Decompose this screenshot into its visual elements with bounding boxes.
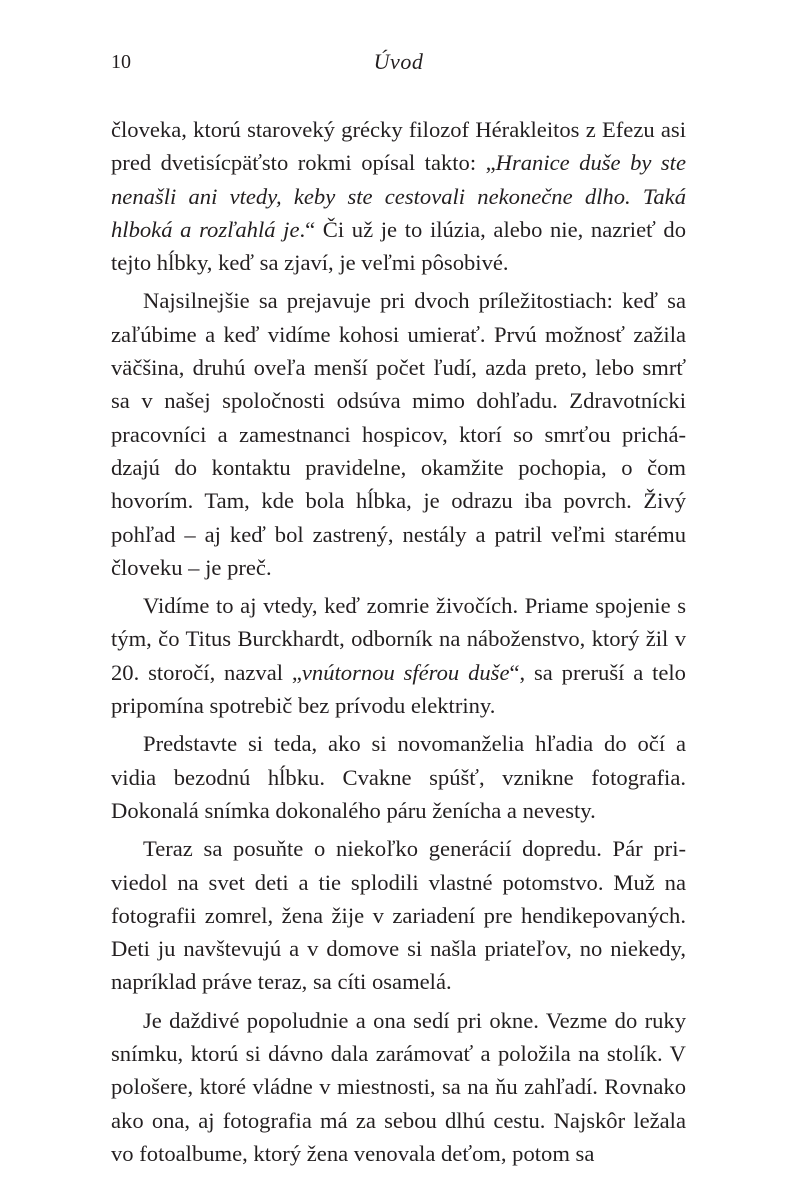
text-segment: .“ Či už je to ilúzia, alebo nie, nazrieť do tejto hĺbky, keď sa zjaví, je veľmi pôsobivé.: [111, 216, 686, 276]
body-text: [111, 113, 686, 1170]
text-segment: Vidíme to aj vtedy, keď zomrie živočích. Priame spojenie s tým, čo Titus Burckhardt, odborník na náboženstvo, ktorý žil v 20. storočí, nazval „: [111, 593, 686, 685]
text-segment: “, sa preruší a telo pripomína spotrebič bez prívodu elektriny.: [111, 659, 686, 719]
italic-quote: Hranice duše by ste nenašli ani vtedy, keby ste cestovali nekonečne dlho. Taká hlboká a rozľahlá je: [111, 150, 686, 242]
page-number: 10: [111, 51, 131, 73]
running-head: Úvod: [373, 49, 424, 74]
text-segment: človeka, ktorú staroveký grécky filozof Hérakleitos z Efezu asi pred dvetisícpäťsto rokmi opísal takto: „: [111, 117, 686, 176]
paragraph: [111, 727, 686, 827]
paragraph: [111, 284, 686, 584]
paragraph: [111, 589, 686, 722]
paragraph: [111, 1004, 686, 1170]
paragraph: [111, 832, 686, 998]
text-segment: Je daždivé popoludnie a ona sedí pri okne. Vezme do ruky snímku, ktorú si dávno dala zarámovať a položila na stolík. V pološere, ktoré vládne v miestnosti, sa na ňu zahľadí. Rovnako ako ona, aj fotografia má za sebou dlhú cestu. Najskôr ležala vo fotoalbume, ktorý žena venovala deťom, potom sa: [111, 1007, 686, 1166]
italic-quote: vnútornou sférou duše: [301, 659, 510, 685]
text-segment: Teraz sa posuňte o niekoľko generácií dopredu. Pár priviedol na svet deti a tie splodili vlastné potomstvo. Muž na fotografii zomrel, žena žije v zariadení pre hendikepovaných. Deti ju navštevujú a v domove si našla priateľov, no niekedy, napríklad práve teraz, sa cíti osamelá.: [111, 836, 686, 995]
text-segment: Predstavte si teda, ako si novomanželia hľadia do očí a vidia bezodnú hĺbku. Cvakne spúšť, vznikne fotografia. Dokonalá snímka dokonalého páru ženícha a nevesty.: [111, 731, 686, 823]
page-header: [111, 46, 686, 78]
paragraph: [111, 113, 686, 279]
text-segment: Najsilnejšie sa prejavuje pri dvoch príležitostiach: keď sa zaľúbime a keď vidíme kohosi umierať. Prvú možnosť zažila väčšina, druhú oveľa menší počet ľudí, azda preto, lebo smrť sa v našej spoločnosti odsúva mimo dohľadu. Zdravotnícki pracovníci a zamestnanci hospicov, ktorí so smrťou prichádzajú do kontaktu pravidelne, okamžite pochopia, o čom hovorím. Tam, kde bola hĺbka, je odrazu iba povrch. Živý pohľad – aj keď bol zastrený, nestály a patril veľmi starému človeku – je preč.: [111, 288, 686, 580]
